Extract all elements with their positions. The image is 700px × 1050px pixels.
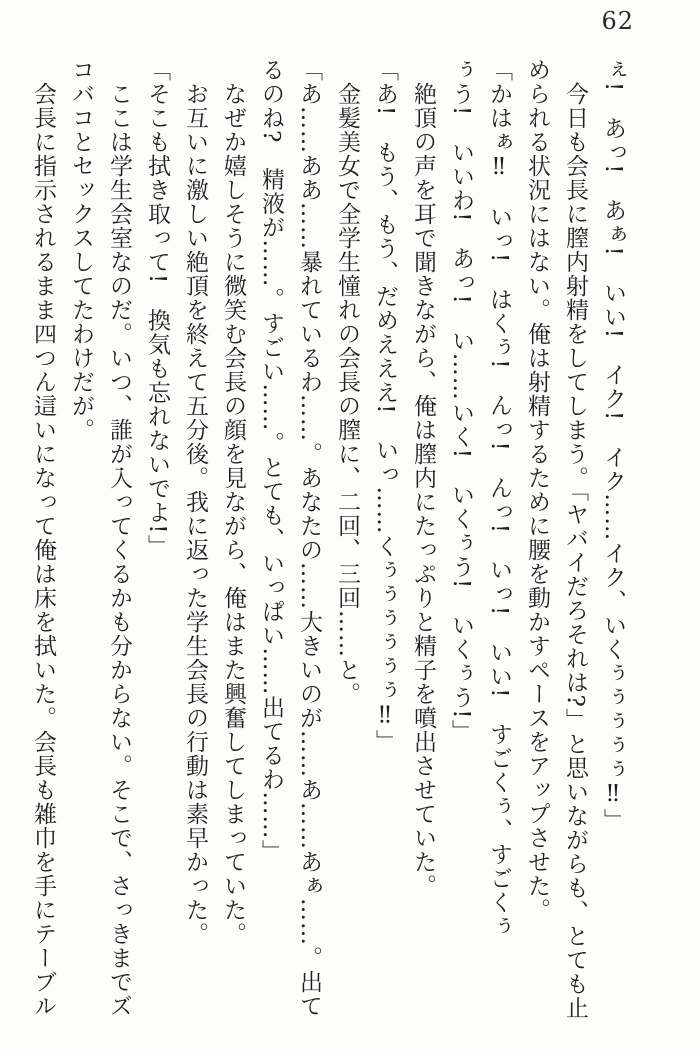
text-column: ぇ! あっ! あぁ! いい! イク! イク……イク、いくぅぅぅぅぅ‼」 [600, 58, 626, 833]
text-column: められる状況にはない。俺は射精するために腰を動かすペースをアップさせた。 [524, 58, 550, 922]
text-column: ぅう! いいわ! あっ! い……いく! いくぅう! いくぅう!」 [448, 58, 474, 744]
text-column: お互いに激しい絶頂を終えて五分後。我に返った学生会長の行動は素早かった。 [182, 82, 208, 946]
text-column: ここは学生会室なのだ。いつ、誰が入ってくるかも分からない。そこで、さっきまでズ [106, 82, 132, 1018]
text-column: 「かはぁ‼ いっ! はくぅ! んっ! んっ! いっ! いい! すごくぅ、すごくぅ [486, 58, 512, 939]
text-column: 「あ! もう、もう、だめえええ! いっ……くぅぅぅぅぅぅ‼」 [372, 58, 398, 754]
text-column: 「あ……ああ……暴れているわ……。あなたの……大きいのが……あ……あぁ……。出て [296, 58, 322, 1018]
page-number: 62 [601, 7, 634, 35]
text-column: 絶頂の声を耳で聞きながら、俺は膣内にたっぷりと精子を噴出させていた。 [410, 82, 436, 898]
text-column: 金髪美女で全学生憧れの会長の膣に、二回、三回……と。 [334, 82, 360, 706]
text-column: なぜか嬉しそうに微笑む会長の顔を見ながら、俺はまた興奮してしまっていた。 [220, 82, 246, 946]
text-column: コバコとセックスしてたわけだが。 [68, 58, 94, 442]
text-column: るのね? 精液が……。すごい……。とても、いっぱい……出てるわ……」 [258, 58, 284, 864]
text-column: 会長に指示されるまま四つん這いになって俺は床を拭いた。会長も雑巾を手にテーブル [30, 82, 56, 1018]
text-column: 今日も会長に膣内射精をしてしまう。「ヤバイだろそれは?」と思いながらも、とても止 [562, 82, 588, 1020]
body-text-block [24, 58, 632, 1050]
text-column: 「そこも拭き取って! 換気も忘れないでよ!」 [144, 58, 170, 559]
